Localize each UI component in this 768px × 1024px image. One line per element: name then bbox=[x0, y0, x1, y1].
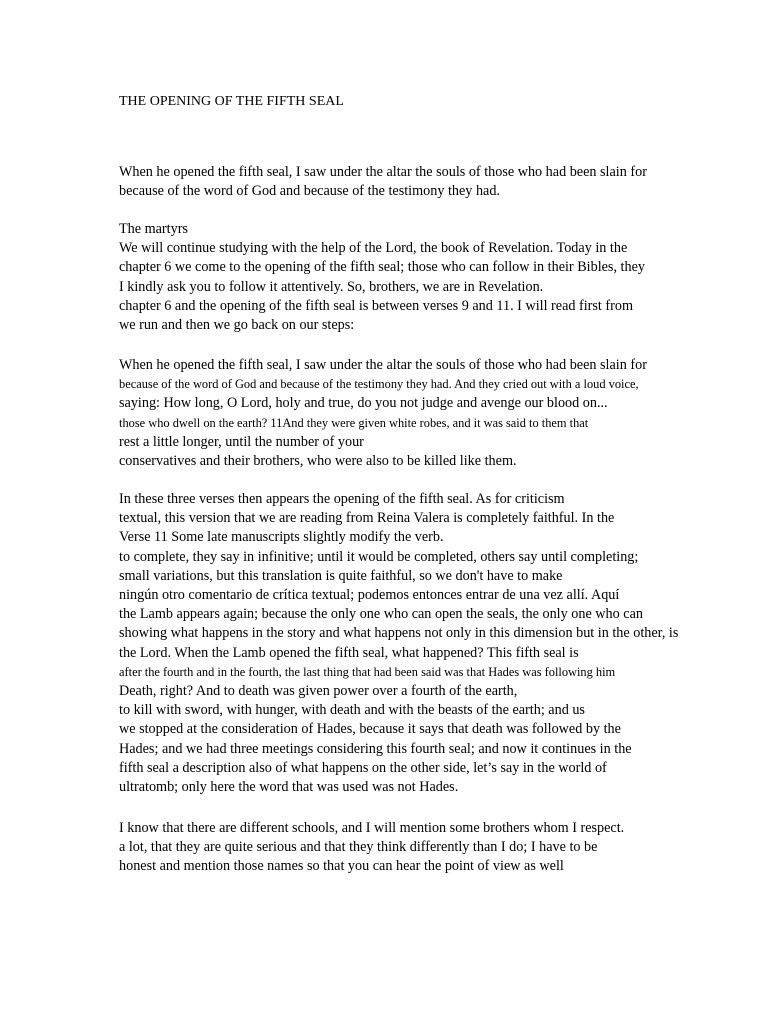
text-line: fifth seal a description also of what happens on the other side, let’s say in the world of bbox=[119, 759, 607, 776]
paragraph-4 bbox=[119, 490, 759, 797]
text-line: The martyrs bbox=[119, 221, 188, 237]
text-line: In these three verses then appears the opening of the fifth seal. As for criticism bbox=[119, 491, 565, 507]
paragraph-2 bbox=[119, 220, 759, 335]
text-line: showing what happens in the story and what happens not only in this dimension but in the other, is bbox=[119, 625, 679, 642]
text-line: conservatives and their brothers, who were also to be killed like them. bbox=[119, 453, 517, 470]
text-line: We will continue studying with the help of the Lord, the book of Revelation. Today in the bbox=[119, 240, 628, 257]
text-line: chapter 6 we come to the opening of the fifth seal; those who can follow in their Bibles, they bbox=[119, 259, 645, 276]
text-line: small variations, but this translation is quite faithful, so we don't have to make bbox=[119, 567, 563, 584]
text-line: saying: How long, O Lord, holy and true, do you not judge and avenge our blood on... bbox=[119, 395, 608, 412]
text-line: to complete, they say in infinitive; until it would be completed, others say until completing; bbox=[119, 548, 639, 565]
text-line: I kindly ask you to follow it attentively. So, brothers, we are in Revelation. bbox=[119, 278, 544, 295]
paragraph-3 bbox=[119, 356, 759, 471]
text-line: the Lamb appears again; because the only one who can open the seals, the only one who can bbox=[119, 606, 643, 623]
paragraph-1 bbox=[119, 163, 759, 201]
text-line: rest a little longer, until the number of your bbox=[119, 433, 364, 450]
text-line: we stopped at the consideration of Hades, because it says that death was followed by the bbox=[119, 721, 621, 738]
text-line: I know that there are different schools, and I will mention some brothers whom I respect. bbox=[119, 820, 625, 836]
text-line: to kill with sword, with hunger, with death and with the beasts of the earth; and us bbox=[119, 702, 585, 719]
text-line: chapter 6 and the opening of the fifth seal is between verses 9 and 11. I will read first from bbox=[119, 297, 633, 314]
text-line: ningún otro comentario de crítica textual; podemos entonces entrar de una vez allí. Aquí bbox=[119, 587, 620, 604]
document-title: THE OPENING OF THE FIFTH SEAL bbox=[119, 94, 344, 109]
text-line: we run and then we go back on our steps: bbox=[119, 317, 355, 334]
text-line: the Lord. When the Lamb opened the fifth seal, what happened? This fifth seal is bbox=[119, 644, 579, 661]
text-line: a lot, that they are quite serious and that they think differently than I do; I have to be bbox=[119, 839, 598, 856]
text-line: textual, this version that we are reading from Reina Valera is completely faithful. In the bbox=[119, 510, 615, 527]
text-line: When he opened the fifth seal, I saw under the altar the souls of those who had been slain for bbox=[119, 357, 647, 373]
paragraph-5 bbox=[119, 819, 759, 877]
text-line: because of the word of God and because of the testimony they had. bbox=[119, 183, 500, 200]
text-line: Death, right? And to death was given power over a fourth of the earth, bbox=[119, 683, 518, 700]
text-line: after the fourth and in the fourth, the last thing that had been said was that Hades was following him bbox=[119, 664, 616, 679]
text-line: those who dwell on the earth? 11And they were given white robes, and it was said to them that bbox=[119, 415, 589, 430]
text-line: honest and mention those names so that you can hear the point of view as well bbox=[119, 858, 564, 875]
text-line: Verse 11 Some late manuscripts slightly modify the verb. bbox=[119, 529, 444, 546]
text-line: Hades; and we had three meetings considering this fourth seal; and now it continues in the bbox=[119, 740, 632, 757]
text-line: ultratomb; only here the word that was used was not Hades. bbox=[119, 779, 459, 796]
text-line: because of the word of God and because of the testimony they had. And they cried out with a loud voice, bbox=[119, 377, 639, 392]
text-line: When he opened the fifth seal, I saw under the altar the souls of those who had been slain for bbox=[119, 164, 647, 180]
